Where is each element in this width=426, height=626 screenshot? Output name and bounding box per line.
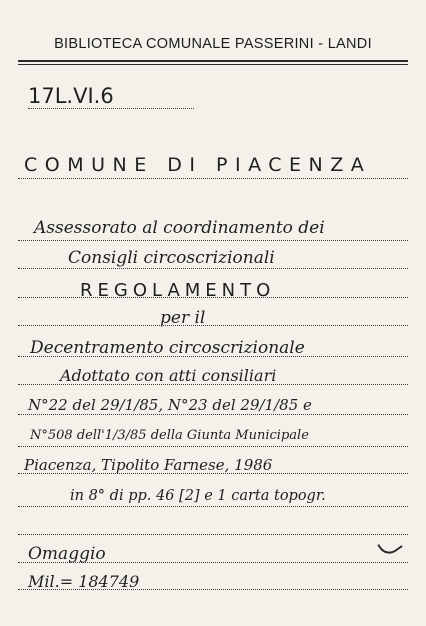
- library-header: BIBLIOTECA COMUNALE PASSERINI - LANDI: [54, 36, 372, 52]
- rule-10: [18, 473, 408, 474]
- note-gift: Omaggio: [28, 544, 106, 564]
- rule-13: [18, 562, 408, 563]
- rule-5: [18, 325, 408, 326]
- rule-2: [18, 240, 408, 241]
- header-rule-thin: [18, 64, 408, 65]
- title-line: REGOLAMENTO: [80, 280, 276, 301]
- text-line-9: N°508 dell'1/3/85 della Giunta Municipale: [30, 428, 309, 443]
- rule-7: [18, 384, 408, 385]
- text-line-3: Consigli circoscrizionali: [68, 248, 275, 268]
- rule-11: [18, 506, 408, 507]
- rule-8: [18, 414, 408, 415]
- inventory-number: Mil.= 184749: [28, 572, 140, 591]
- rule-1: [18, 178, 408, 179]
- text-line-8: N°22 del 29/1/85, N°23 del 29/1/85 e: [28, 396, 312, 414]
- text-line-6: Decentramento circoscrizionale: [30, 338, 305, 358]
- checkmark-icon: [377, 534, 403, 559]
- rule-14: [18, 589, 408, 590]
- text-line-2: Assessorato al coordinamento dei: [34, 218, 325, 238]
- issuer-line: COMUNE DI PIACENZA: [24, 154, 372, 176]
- text-line-5: per il: [160, 308, 206, 328]
- rule-3: [18, 268, 408, 269]
- rule-4: [18, 297, 408, 298]
- rule-9: [18, 446, 408, 447]
- rule-12: [18, 534, 408, 535]
- shelfmark-underline: [28, 108, 194, 109]
- header-rule: [18, 60, 408, 62]
- text-line-10: Piacenza, Tipolito Farnese, 1986: [24, 456, 273, 474]
- shelfmark: 17L.VI.6: [28, 84, 114, 108]
- text-line-7: Adottato con atti consiliari: [60, 366, 277, 385]
- text-line-11: in 8° di pp. 46 [2] e 1 carta topogr.: [70, 488, 326, 504]
- rule-6: [18, 356, 408, 357]
